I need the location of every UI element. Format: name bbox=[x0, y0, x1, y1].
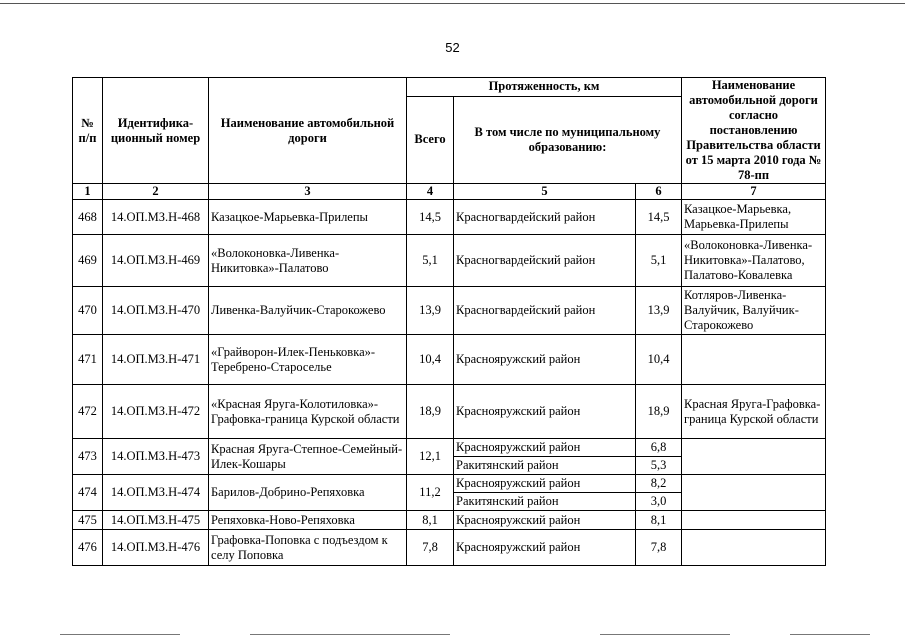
header-total: Всего bbox=[407, 96, 454, 183]
ident-cell: 14.ОП.МЗ.Н-472 bbox=[103, 385, 209, 439]
total-length-cell: 7,8 bbox=[407, 530, 454, 566]
municipality-length-cell: 5,3 bbox=[636, 457, 682, 475]
column-number: 5 bbox=[454, 184, 636, 200]
resolution-name-cell bbox=[682, 511, 826, 530]
header-resolution: Наименование автомобильной дороги согласно постановлению Правительства области от 15 марта 2010 года № 78-пп bbox=[682, 78, 826, 184]
resolution-name-cell: «Волоконовка-Ливенка-Никитовка»-Палатово, Палатово-Ковалевка bbox=[682, 235, 826, 287]
total-length-cell: 14,5 bbox=[407, 200, 454, 235]
road-name-cell: Казацкое-Марьевка-Прилепы bbox=[209, 200, 407, 235]
road-name-cell: Графовка-Поповка с подъездом к селу Поповка bbox=[209, 530, 407, 566]
table-row bbox=[73, 475, 826, 493]
resolution-name-cell bbox=[682, 475, 826, 511]
municipality-cell: Краснояружский район bbox=[454, 511, 636, 530]
column-number: 1 bbox=[73, 184, 103, 200]
total-length-cell: 18,9 bbox=[407, 385, 454, 439]
municipality-cell: Красногвардейский район bbox=[454, 287, 636, 335]
resolution-name-cell: Котляров-Ливенка-Валуйчик, Валуйчик-Старокожево bbox=[682, 287, 826, 335]
municipality-length-cell: 18,9 bbox=[636, 385, 682, 439]
bottom-scan-marks bbox=[0, 630, 905, 640]
municipality-length-cell: 10,4 bbox=[636, 335, 682, 385]
municipality-cell: Краснояружский район bbox=[454, 385, 636, 439]
municipality-length-cell: 5,1 bbox=[636, 235, 682, 287]
municipality-cell: Ракитянский район bbox=[454, 493, 636, 511]
header-incl: В том числе по муниципальному образованию: bbox=[454, 96, 682, 183]
resolution-name-cell: Красная Яруга-Графовка-граница Курской области bbox=[682, 385, 826, 439]
municipality-length-cell: 13,9 bbox=[636, 287, 682, 335]
table-row bbox=[73, 511, 826, 530]
ident-cell: 14.ОП.МЗ.Н-468 bbox=[103, 200, 209, 235]
column-number: 4 bbox=[407, 184, 454, 200]
resolution-name-cell: Казацкое-Марьевка, Марьевка-Прилепы bbox=[682, 200, 826, 235]
column-number: 7 bbox=[682, 184, 826, 200]
row-number-cell: 470 bbox=[73, 287, 103, 335]
page-number: 52 bbox=[445, 40, 460, 55]
header-name: Наименование автомобильной дороги bbox=[209, 78, 407, 184]
row-number-cell: 474 bbox=[73, 475, 103, 511]
total-length-cell: 5,1 bbox=[407, 235, 454, 287]
municipality-length-cell: 14,5 bbox=[636, 200, 682, 235]
ident-cell: 14.ОП.МЗ.Н-471 bbox=[103, 335, 209, 385]
road-name-cell: Ливенка-Валуйчик-Старокожево bbox=[209, 287, 407, 335]
total-length-cell: 13,9 bbox=[407, 287, 454, 335]
table-row bbox=[73, 200, 826, 235]
row-number-cell: 468 bbox=[73, 200, 103, 235]
municipality-length-cell: 8,2 bbox=[636, 475, 682, 493]
municipality-cell: Ракитянский район bbox=[454, 457, 636, 475]
row-number-cell: 472 bbox=[73, 385, 103, 439]
road-name-cell: Красная Яруга-Степное-Семейный-Илек-Кошары bbox=[209, 439, 407, 475]
header-ident: Идентифика-ционный номер bbox=[103, 78, 209, 184]
municipality-cell: Краснояружский район bbox=[454, 335, 636, 385]
ident-cell: 14.ОП.МЗ.Н-470 bbox=[103, 287, 209, 335]
total-length-cell: 8,1 bbox=[407, 511, 454, 530]
column-number-row bbox=[73, 184, 826, 200]
top-rule bbox=[0, 3, 905, 4]
column-number: 3 bbox=[209, 184, 407, 200]
header-length-group: Протяженность, км bbox=[407, 78, 682, 97]
municipality-length-cell: 3,0 bbox=[636, 493, 682, 511]
ident-cell: 14.ОП.МЗ.Н-474 bbox=[103, 475, 209, 511]
road-name-cell: Барилов-Добрино-Репяховка bbox=[209, 475, 407, 511]
municipality-cell: Краснояружский район bbox=[454, 530, 636, 566]
road-name-cell: Репяховка-Ново-Репяховка bbox=[209, 511, 407, 530]
municipality-cell: Красногвардейский район bbox=[454, 235, 636, 287]
ident-cell: 14.ОП.МЗ.Н-469 bbox=[103, 235, 209, 287]
total-length-cell: 10,4 bbox=[407, 335, 454, 385]
municipality-length-cell: 7,8 bbox=[636, 530, 682, 566]
row-number-cell: 469 bbox=[73, 235, 103, 287]
table-row bbox=[73, 235, 826, 287]
resolution-name-cell bbox=[682, 439, 826, 475]
total-length-cell: 11,2 bbox=[407, 475, 454, 511]
roads-table bbox=[72, 77, 826, 566]
resolution-name-cell bbox=[682, 530, 826, 566]
municipality-cell: Краснояружский район bbox=[454, 439, 636, 457]
header-no: № п/п bbox=[73, 78, 103, 184]
municipality-length-cell: 8,1 bbox=[636, 511, 682, 530]
road-name-cell: «Грайворон-Илек-Пеньковка»-Теребрено-Староселье bbox=[209, 335, 407, 385]
municipality-cell: Краснояружский район bbox=[454, 475, 636, 493]
row-number-cell: 473 bbox=[73, 439, 103, 475]
row-number-cell: 475 bbox=[73, 511, 103, 530]
header-row bbox=[73, 78, 826, 97]
table-row bbox=[73, 439, 826, 457]
ident-cell: 14.ОП.МЗ.Н-473 bbox=[103, 439, 209, 475]
ident-cell: 14.ОП.МЗ.Н-475 bbox=[103, 511, 209, 530]
column-number: 2 bbox=[103, 184, 209, 200]
road-name-cell: «Красная Яруга-Колотиловка»-Графовка-граница Курской области bbox=[209, 385, 407, 439]
resolution-name-cell bbox=[682, 335, 826, 385]
row-number-cell: 476 bbox=[73, 530, 103, 566]
ident-cell: 14.ОП.МЗ.Н-476 bbox=[103, 530, 209, 566]
table-row bbox=[73, 335, 826, 385]
table-row bbox=[73, 530, 826, 566]
table-row bbox=[73, 385, 826, 439]
municipality-length-cell: 6,8 bbox=[636, 439, 682, 457]
table-row bbox=[73, 287, 826, 335]
column-number: 6 bbox=[636, 184, 682, 200]
row-number-cell: 471 bbox=[73, 335, 103, 385]
total-length-cell: 12,1 bbox=[407, 439, 454, 475]
road-name-cell: «Волоконовка-Ливенка-Никитовка»-Палатово bbox=[209, 235, 407, 287]
roads-body bbox=[73, 200, 826, 566]
municipality-cell: Красногвардейский район bbox=[454, 200, 636, 235]
